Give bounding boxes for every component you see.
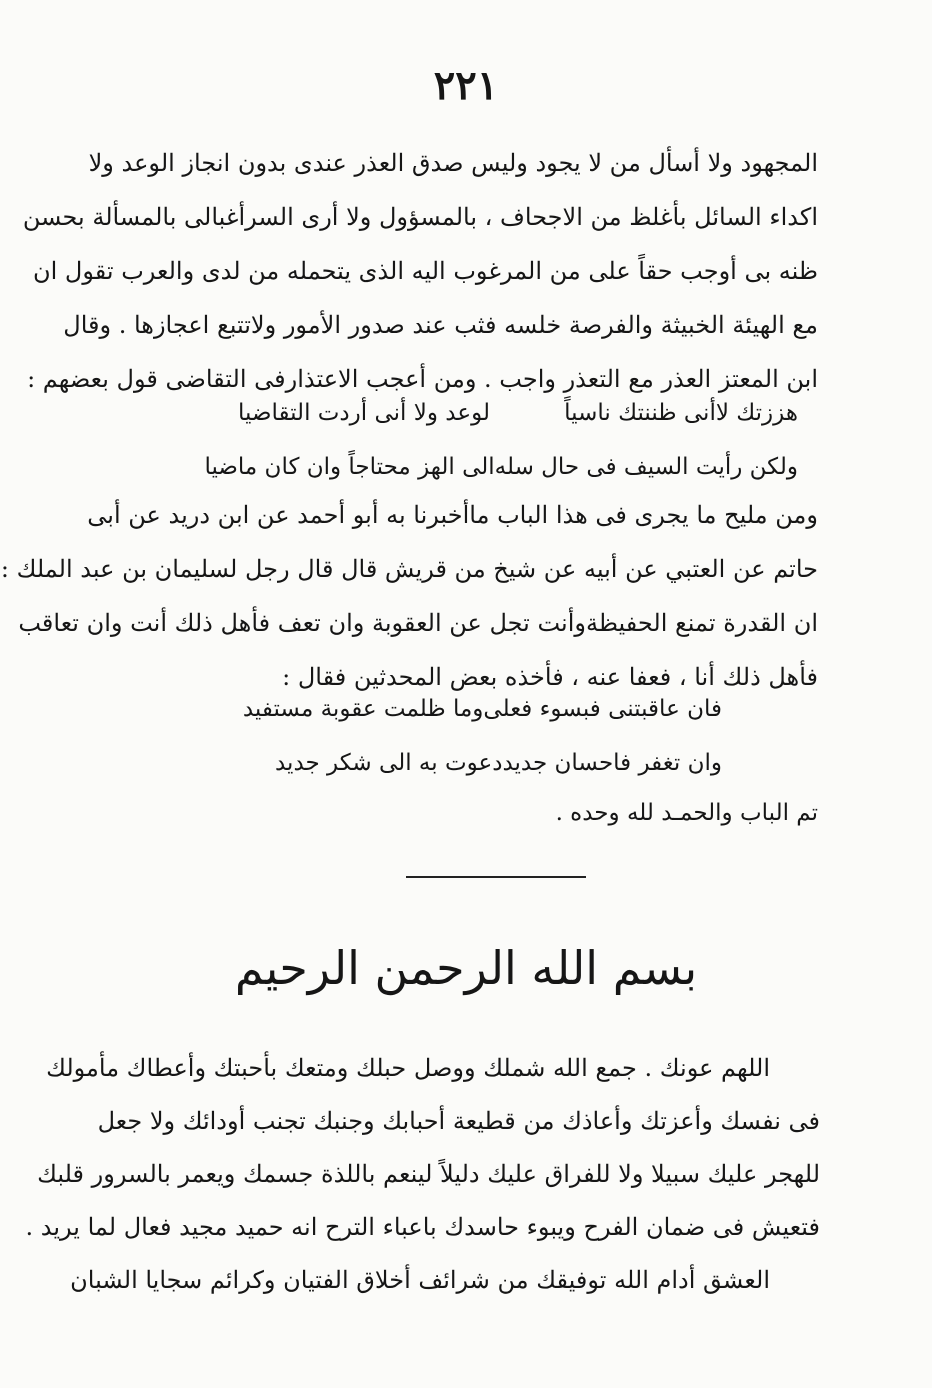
verse-first-hemistich: فان عاقبتنى فبسوء فعلى [483,696,722,722]
verse-first-hemistich: هززتك لاأنى ظننتك ناسياً [564,400,798,426]
verse-first-hemistich: وان تغفر فاحسان جديد [502,750,722,776]
verse-second-hemistich: لوعد ولا أنى أردت التقاضيا [238,400,490,426]
text-line: ظنه بى أوجب حقاً على من المرغوب اليه الذى يتحمله من لدى والعرب تقول ان [33,257,818,285]
text-line: اللهم عونك . جمع الله شملك ووصل حبلك ومتعك بأحبتك وأعطاك مأمولك [46,1054,770,1082]
text-line: العشق أدام الله توفيقك من شرائف أخلاق الفتيان وكرائم سجايا الشبان [70,1266,770,1294]
poem-verses-1 [204,386,798,494]
page-number: ٢٢١ [433,62,499,109]
verse-second-hemistich: الى الهز محتاجاً وان كان ماضيا [204,454,495,480]
verse-second-hemistich: دعوت به الى شكر جديد [274,750,503,776]
paragraph-anecdote [0,488,818,704]
paragraph-prayer [25,1042,820,1307]
verse [238,386,798,440]
text-line: فتعيش فى ضمان الفرح ويبوء حاسدك باعباء الترح انه حميد مجيد فعال لما يريد . [25,1213,820,1241]
verse [274,736,722,790]
text-line: حاتم عن العتبي عن أبيه عن شيخ من قريش قال قال رجل لسليمان بن عبد الملك : [0,555,818,583]
text-line: ان القدرة تمنع الحفيظةوأنت تجل عن العقوبة وان تعف فأهل ذلك أنت وان تعاقب [18,609,818,637]
text-line: مع الهيئة الخبيثة والفرصة خلسه فثب عند صدور الأمور ولاتتبع اعجازها . وقال [63,311,818,339]
text-line: ابن المعتز العذر مع التعذر واجب . ومن أعجب الاعتذارفى التقاضى قول بعضهم : [27,365,818,393]
text-line: ومن مليح ما يجرى فى هذا الباب ماأخبرنا به أبو أحمد عن ابن دريد عن أبى [87,501,818,529]
text-line: للهجر عليك سبيلا ولا للفراق عليك دليلاً لينعم باللذة جسمك ويعمر بالسرور قلبك [37,1160,820,1188]
basmala-heading: بسم الله الرحمن الرحيم [234,941,698,995]
paragraph-excuse [22,136,818,406]
poem-verses-2 [242,682,722,790]
text-line: فأهل ذلك أنا ، فعفا عنه ، فأخذه بعض المحدثين فقال : [282,663,818,691]
text-line: المجهود ولا أسأل من لا يجود وليس صدق العذر عندى بدون انجاز الوعد ولا [88,149,818,177]
verse-first-hemistich: ولكن رأيت السيف فى حال سله [494,454,798,480]
chapter-closing: تم الباب والحمـد لله وحده . [555,800,818,826]
verse [242,682,722,736]
verse-second-hemistich: وما ظلمت عقوبة مستفيد [242,696,484,722]
text-line: فى نفسك وأعزتك وأعاذك من قطيعة أحبابك وجنبك تجنب أودائك ولا جعل [97,1107,820,1135]
verse [204,440,798,494]
section-divider [406,876,586,878]
text-line: اكداء السائل بأغلظ من الاجحاف ، بالمسؤول ولا أرى السرأغبالى بالمسألة بحسن [22,203,818,231]
